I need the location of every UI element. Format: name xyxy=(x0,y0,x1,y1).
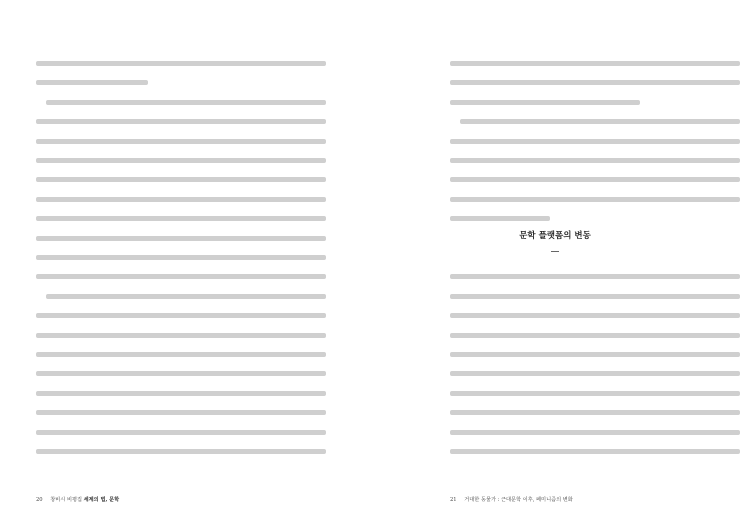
text-line-placeholder xyxy=(450,294,740,299)
left-footer xyxy=(36,496,119,503)
text-line-placeholder xyxy=(46,294,326,299)
text-line-placeholder xyxy=(36,274,326,279)
text-line-placeholder xyxy=(36,371,326,376)
text-line-placeholder xyxy=(36,80,148,85)
text-line-placeholder xyxy=(450,139,740,144)
text-line-placeholder xyxy=(450,410,740,415)
text-line-placeholder xyxy=(36,391,326,396)
text-line-placeholder xyxy=(450,313,740,318)
text-line-placeholder xyxy=(450,274,740,279)
text-line-placeholder xyxy=(36,430,326,435)
text-line-placeholder xyxy=(450,197,740,202)
right-footer xyxy=(450,496,573,503)
text-line-placeholder xyxy=(36,410,326,415)
text-line-placeholder xyxy=(450,100,640,105)
text-line-placeholder xyxy=(36,119,326,124)
text-line-placeholder xyxy=(450,430,740,435)
text-line-placeholder xyxy=(36,158,326,163)
text-line-placeholder xyxy=(450,216,550,221)
right-page xyxy=(370,0,740,523)
text-line-placeholder xyxy=(460,119,740,124)
text-line-placeholder xyxy=(36,449,326,454)
text-line-placeholder xyxy=(36,236,326,241)
text-line-placeholder xyxy=(36,177,326,182)
running-text: 창비시 비평집 xyxy=(50,497,82,503)
page-number: 21 xyxy=(450,497,457,503)
text-line-placeholder xyxy=(36,139,326,144)
text-line-placeholder xyxy=(36,352,326,357)
text-line-placeholder xyxy=(450,177,740,182)
running-text: 거대한 동물가 : 근대문학 이후, 페미니즘의 변화 xyxy=(464,497,573,503)
running-title: 세계의 법, 문학 xyxy=(83,497,120,503)
page-number: 20 xyxy=(36,497,43,503)
text-line-placeholder xyxy=(450,449,740,454)
text-line-placeholder xyxy=(450,391,740,396)
text-line-placeholder xyxy=(450,61,740,66)
section-title: 문학 플랫폼의 변동 xyxy=(519,231,591,241)
text-line-placeholder xyxy=(36,197,326,202)
text-line-placeholder xyxy=(450,352,740,357)
text-line-placeholder xyxy=(46,100,326,105)
text-line-placeholder xyxy=(36,61,326,66)
section-divider xyxy=(551,251,559,252)
text-line-placeholder xyxy=(36,313,326,318)
text-line-placeholder xyxy=(36,333,326,338)
text-line-placeholder xyxy=(36,255,326,260)
text-line-placeholder xyxy=(36,216,326,221)
text-line-placeholder xyxy=(450,333,740,338)
text-line-placeholder xyxy=(450,80,740,85)
text-line-placeholder xyxy=(450,158,740,163)
text-line-placeholder xyxy=(450,371,740,376)
